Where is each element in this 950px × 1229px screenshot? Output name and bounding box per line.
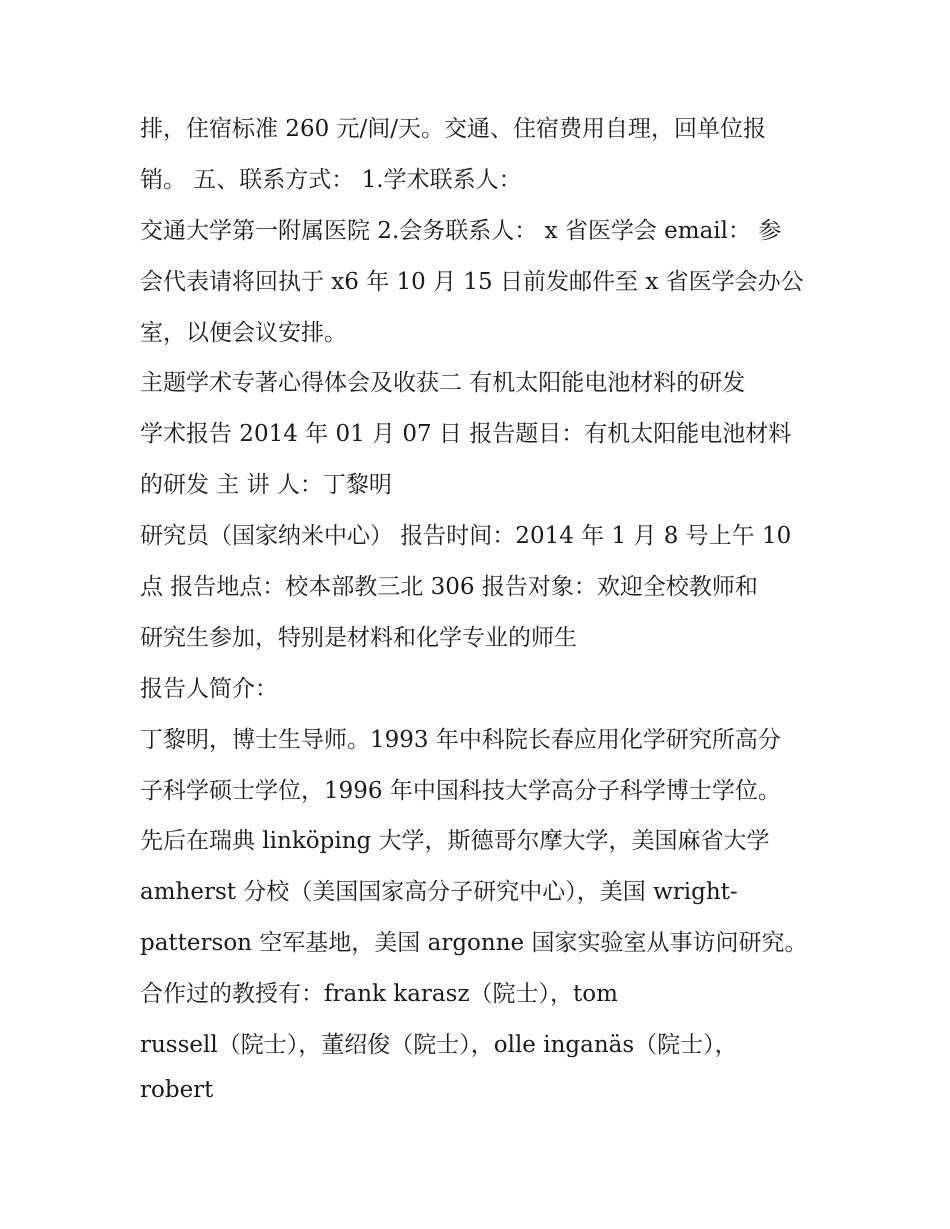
text-line: 报告人简介： [140,675,278,702]
text-line: 交通大学第一附属医院 2.会务联系人： x 省医学会 email： 参 [140,217,782,244]
text-line: 排，住宿标准 260 元/间/天。交通、住宿费用自理，回单位报 [140,116,767,142]
text-line: 研究生参加，特别是材料和化学专业的师生 [140,624,577,651]
text-line: 点 报告地点：校本部教三北 306 报告对象：欢迎全校教师和 [140,574,758,601]
text-line: 研究员（国家纳米中心） 报告时间：2014 年 1 月 8 号上午 10 [140,523,792,550]
text-line: 先后在瑞典 linköping 大学，斯德哥尔摩大学，美国麻省大学 [140,828,770,855]
text-line: patterson 空军基地，美国 argonne 国家实验室从事访问研究。 [140,930,808,957]
text-line: 会代表请将回执于 x6 年 10 月 15 日前发邮件至 x 省医学会办公 [140,268,804,295]
text-line: 主题学术专著心得体会及收获二 有机太阳能电池材料的研发 [140,370,746,397]
text-line: 学术报告 2014 年 01 月 07 日 报告题目：有机太阳能电池材料 [140,421,792,448]
text-line: 合作过的教授有：frank karasz（院士），tom [140,981,618,1008]
text-line: amherst 分校（美国国家高分子研究中心），美国 wright- [140,879,738,906]
text-line: 销。 五、联系方式： 1.学术联系人： [140,166,522,193]
text-line: 的研发 主 讲 人：丁黎明 [140,472,392,499]
text-line: 子科学硕士学位，1996 年中国科技大学高分子科学博士学位。 [140,777,781,804]
text-line: 丁黎明，博士生导师。1993 年中科院长春应用化学研究所高分 [140,726,781,753]
text-line: russell（院士），董绍俊（院士），olle inganäs（院士）， [140,1032,738,1059]
document-body [140,104,820,1109]
text-line: 室，以便会议安排。 [140,319,347,346]
text-line: robert [140,1076,214,1103]
